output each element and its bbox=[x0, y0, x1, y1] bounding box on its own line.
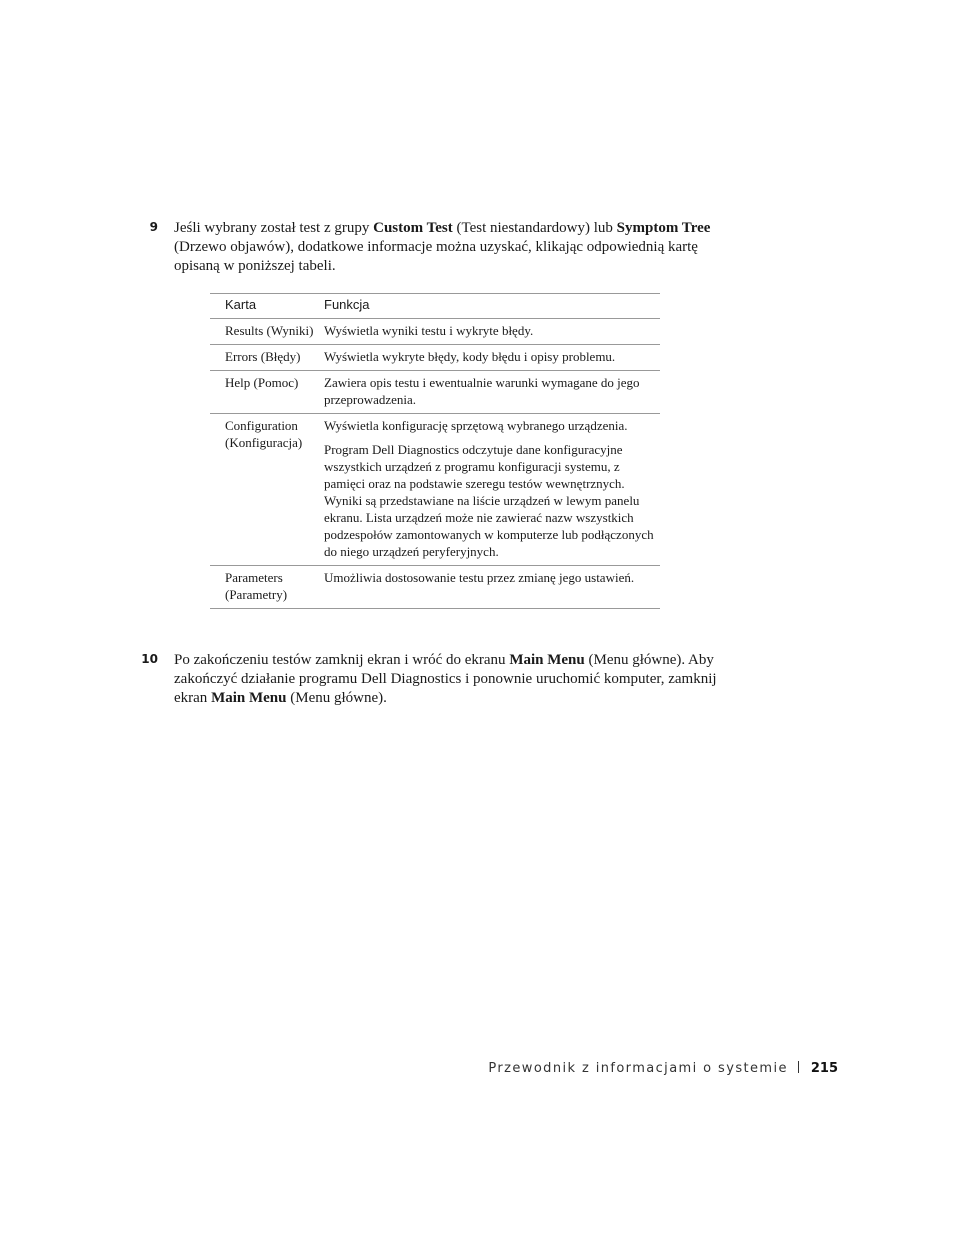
tab-name: Configuration (Konfiguracja) bbox=[210, 414, 319, 566]
text: (Menu główne). bbox=[286, 690, 387, 706]
table-row bbox=[210, 319, 660, 345]
page-number: 215 bbox=[810, 1061, 838, 1076]
tab-function bbox=[319, 566, 660, 609]
page-footer bbox=[488, 1061, 838, 1076]
footer-separator bbox=[798, 1061, 799, 1073]
table-row bbox=[210, 566, 660, 609]
text: (Menu główne). Aby zakończyć działanie programu Dell Diagnostics i ponownie uruchomić komputer, zamknij ekran bbox=[174, 652, 717, 706]
column-header-karta: Karta bbox=[210, 294, 319, 319]
column-header-funkcja: Funkcja bbox=[319, 294, 660, 319]
description: Wyświetla wykryte błędy, kody błędu i opisy problemu. bbox=[324, 349, 616, 364]
step-text bbox=[174, 651, 734, 708]
table-header-row bbox=[210, 294, 660, 319]
tab-name: Parameters (Parametry) bbox=[210, 566, 319, 609]
tab-function bbox=[319, 319, 660, 345]
ui-term: Custom Test bbox=[373, 220, 453, 236]
description: Wyświetla konfigurację sprzętową wybranego urządzenia. bbox=[324, 418, 628, 433]
ui-term: Symptom Tree bbox=[616, 220, 711, 236]
table-row bbox=[210, 414, 660, 566]
ui-term: Main Menu bbox=[509, 652, 585, 668]
tabs-table bbox=[210, 293, 660, 609]
table-row bbox=[210, 345, 660, 371]
description: Program Dell Diagnostics odczytuje dane konfiguracyjne wszystkich urządzeń z programu konfiguracji systemu, z pamięci oraz na podstawie szeregu testów wewnętrznych. Wyniki są przedstawiane na liście urządzeń w lewym panelu ekranu. Lista urządzeń może nie zawierać nazw wszystkich podzespołów zamontowanych w komputerze lub podłączonych do niego urządzeń peryferyjnych. bbox=[324, 442, 654, 559]
text: Po zakończeniu testów zamknij ekran i wróć do ekranu bbox=[174, 652, 510, 668]
tab-name: Results (Wyniki) bbox=[210, 319, 319, 345]
tab-function bbox=[319, 345, 660, 371]
ui-term: Main Menu bbox=[211, 690, 287, 706]
step-text bbox=[174, 219, 734, 276]
description: Zawiera opis testu i ewentualnie warunki wymagane do jego przeprowadzenia. bbox=[324, 375, 640, 407]
description: Wyświetla wyniki testu i wykryte błędy. bbox=[324, 323, 534, 338]
step-number: 9 bbox=[149, 220, 158, 234]
text: (Test niestandardowy) lub bbox=[452, 220, 617, 236]
table-row bbox=[210, 371, 660, 414]
description: Umożliwia dostosowanie testu przez zmianę jego ustawień. bbox=[324, 570, 635, 585]
tab-function bbox=[319, 371, 660, 414]
text: Jeśli wybrany został test z grupy bbox=[174, 220, 374, 236]
tab-function bbox=[319, 414, 660, 566]
footer-title: Przewodnik z informacjami o systemie bbox=[488, 1061, 788, 1076]
text: (Drzewo objawów), dodatkowe informacje można uzyskać, klikając odpowiednią kartę opisaną w poniższej tabeli. bbox=[174, 239, 698, 274]
tab-name: Help (Pomoc) bbox=[210, 371, 319, 414]
tab-name: Errors (Błędy) bbox=[210, 345, 319, 371]
step-number: 10 bbox=[141, 652, 158, 666]
